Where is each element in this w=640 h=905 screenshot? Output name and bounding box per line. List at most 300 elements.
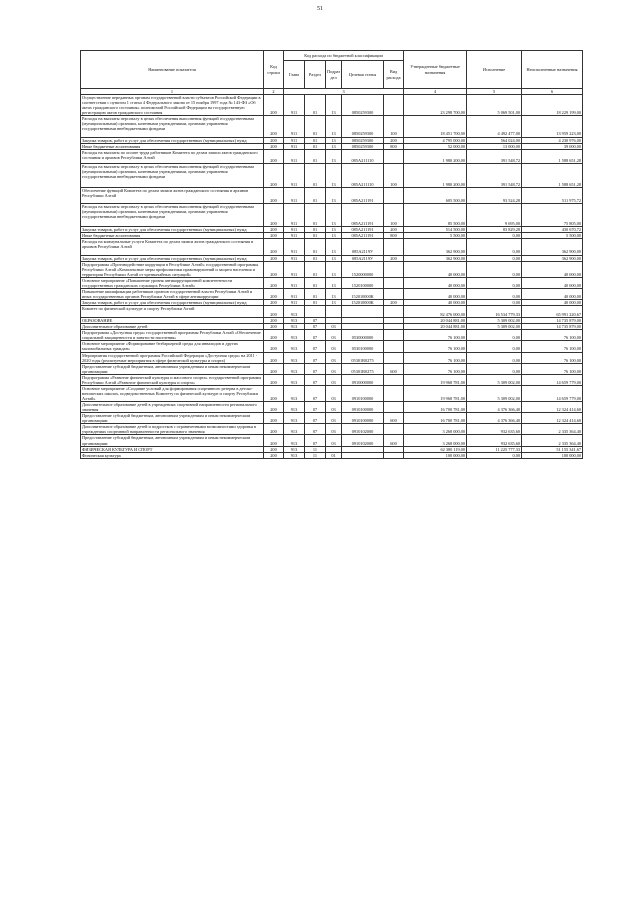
row-code: 200 (264, 306, 284, 318)
row-podrazdel: 13 (326, 143, 342, 149)
row-target: 0910000000 (342, 374, 384, 385)
row-vid (384, 385, 404, 401)
row-name: Дополнительное образование детей и подростков с ограниченными возможностями здоровья в учреждениях спортивной направленности регионального значения (81, 424, 264, 435)
row-code: 200 (264, 255, 284, 261)
row-unexecuted: 75 805,00 (522, 204, 583, 227)
row-target (342, 452, 384, 458)
row-target: 05301R0275 (342, 352, 384, 363)
table-row (81, 306, 583, 318)
row-executed: 93 524,28 (467, 187, 522, 203)
row-code: 200 (264, 187, 284, 203)
row-code: 200 (264, 227, 284, 233)
row-executed: 4 492 477,00 (467, 116, 522, 137)
row-approved: 100 000,00 (404, 452, 467, 458)
row-razdel: 01 (305, 255, 326, 261)
row-podrazdel: 13 (326, 300, 342, 306)
row-razdel (305, 306, 326, 318)
header-approved: Утвержденные бюджетные назначения (404, 51, 467, 89)
row-name: Расходы на выплаты персоналу в целях обеспечения выполнения функций государственными (муниципальными) органами, казенными учреждениями, органами управления государственными внебюджетными фондами (81, 163, 264, 187)
row-vid: 600 (384, 435, 404, 446)
table-row (81, 95, 583, 116)
row-razdel: 01 (305, 95, 326, 116)
header-code: Код строки (264, 51, 284, 89)
row-glava: 911 (284, 277, 305, 288)
row-unexecuted: 14 659 779,00 (522, 374, 583, 385)
row-glava: 911 (284, 288, 305, 299)
row-podrazdel: 13 (326, 288, 342, 299)
row-podrazdel: 13 (326, 163, 342, 187)
table-row (81, 402, 583, 413)
row-name: Основное мероприятие «Формирование безбарьерной среды для инвалидов и других маломобильных граждан» (81, 341, 264, 352)
row-vid (384, 149, 404, 163)
row-vid (384, 341, 404, 352)
row-razdel: 01 (305, 233, 326, 239)
header-unexecuted: Неисполненные назначения (522, 51, 583, 89)
row-razdel: 07 (305, 374, 326, 385)
table-row (81, 330, 583, 341)
row-code: 200 (264, 149, 284, 163)
row-approved: 85 500,00 (404, 204, 467, 227)
row-approved: 514 500,00 (404, 227, 467, 233)
row-razdel: 01 (305, 288, 326, 299)
table-row (81, 227, 583, 233)
row-code: 200 (264, 143, 284, 149)
row-unexecuted: 1 588 651,28 (522, 163, 583, 187)
table-row (81, 424, 583, 435)
column-number: 3 (284, 89, 404, 95)
table-row (81, 116, 583, 137)
header-target: Целевая статья (342, 61, 384, 89)
row-approved: 76 100,00 (404, 363, 467, 374)
row-podrazdel: 13 (326, 149, 342, 163)
budget-execution-table (80, 50, 583, 459)
row-glava: 913 (284, 402, 305, 413)
row-executed: 0,00 (467, 452, 522, 458)
row-razdel: 11 (305, 452, 326, 458)
row-executed: 0,00 (467, 300, 522, 306)
row-unexecuted: 362 900,00 (522, 255, 583, 261)
row-approved: 40 000,00 (404, 288, 467, 299)
row-target: 0850259300 (342, 137, 384, 143)
row-name: Подпрограмма «Противодействие коррупции в Республике Алтай» государственной программы Республики Алтай «Комплексные меры профилактики правонарушений и защита населения и территории Республики Алтай от чрезвычайных ситуаций» (81, 261, 264, 277)
row-name: Закупка товаров, работ и услуг для обеспечения государственных (муниципальных) нужд (81, 255, 264, 261)
row-glava: 911 (284, 233, 305, 239)
row-vid (384, 374, 404, 385)
row-target: 085А2119У (342, 239, 384, 255)
row-unexecuted: 14 735 879,00 (522, 324, 583, 330)
row-glava: 911 (284, 227, 305, 233)
row-razdel: 11 (305, 446, 326, 452)
row-unexecuted: 100 000,00 (522, 452, 583, 458)
row-name: Закупка товаров, работ и услуг для обеспечения государственных (муниципальных) нужд (81, 137, 264, 143)
row-name: Дополнительное образование детей в учреждениях спортивной направленности регионального значения (81, 402, 264, 413)
row-vid: 800 (384, 233, 404, 239)
table-row (81, 163, 583, 187)
row-podrazdel: 03 (326, 330, 342, 341)
row-approved: 1 980 200,00 (404, 149, 467, 163)
column-number: 2 (264, 89, 284, 95)
column-number: 6 (522, 89, 583, 95)
row-vid (384, 424, 404, 435)
row-unexecuted: 18 229 199,00 (522, 95, 583, 116)
row-executed: 0,00 (467, 330, 522, 341)
row-target: 085А211191 (342, 187, 384, 203)
row-unexecuted: 39 000,00 (522, 143, 583, 149)
row-name: Основное мероприятие «Создание условий для формирования спортивного резерва в детско-юношеских школах, подведомственных Комитету по физической культуре и спорту Республики Алтай» (81, 385, 264, 401)
row-executed: 391 548,72 (467, 149, 522, 163)
row-podrazdel: 03 (326, 413, 342, 424)
row-code: 200 (264, 233, 284, 239)
header-glava: Глава (284, 61, 305, 89)
row-target: 085А211110 (342, 149, 384, 163)
row-name: Закупка товаров, работ и услуг для обеспечения государственных (муниципальных) нужд (81, 300, 264, 306)
table-row (81, 452, 583, 458)
row-executed: 0,00 (467, 233, 522, 239)
row-executed: 11 225 777,33 (467, 446, 522, 452)
row-razdel: 07 (305, 413, 326, 424)
row-vid (384, 261, 404, 277)
row-code: 200 (264, 374, 284, 385)
row-glava: 913 (284, 424, 305, 435)
row-code: 200 (264, 402, 284, 413)
row-razdel: 01 (305, 116, 326, 137)
row-target: 085А211191 (342, 227, 384, 233)
row-approved: 3 268 000,00 (404, 424, 467, 435)
row-glava: 911 (284, 239, 305, 255)
row-podrazdel: 03 (326, 424, 342, 435)
row-target: 0910102000 (342, 424, 384, 435)
row-code: 200 (264, 352, 284, 363)
row-razdel: 01 (305, 239, 326, 255)
row-target: 152010000К (342, 300, 384, 306)
row-unexecuted: 362 900,00 (522, 239, 583, 255)
row-target: 0850259300 (342, 143, 384, 149)
row-approved: 1 980 200,00 (404, 163, 467, 187)
row-approved: 605 500,00 (404, 187, 467, 203)
row-name: Иные бюджетные ассигнования (81, 143, 264, 149)
row-approved: 40 000,00 (404, 300, 467, 306)
row-glava: 911 (284, 137, 305, 143)
row-name: Подпрограмма «Доступная среда» государственной программы Республики Алтай «Обеспечение социальной защищенности и занятости населения» (81, 330, 264, 341)
row-vid: 800 (384, 143, 404, 149)
row-approved: 362 900,00 (404, 239, 467, 255)
row-vid: 100 (384, 204, 404, 227)
row-executed: 83 829,28 (467, 227, 522, 233)
row-target: 0530000000 (342, 330, 384, 341)
table-row (81, 352, 583, 363)
row-glava: 913 (284, 341, 305, 352)
row-approved: 23 298 700,00 (404, 95, 467, 116)
row-name: Иные бюджетные ассигнования (81, 233, 264, 239)
row-glava: 911 (284, 300, 305, 306)
row-target: 085А2119У (342, 255, 384, 261)
table-row (81, 413, 583, 424)
row-vid (384, 239, 404, 255)
row-glava: 913 (284, 306, 305, 318)
row-name: Обеспечение функций Комитета по делам записи актов гражданского состояния и архивов Республики Алтай (81, 187, 264, 203)
row-approved: 19 968 781,00 (404, 385, 467, 401)
row-razdel: 07 (305, 363, 326, 374)
row-podrazdel: 13 (326, 255, 342, 261)
row-code: 200 (264, 318, 284, 324)
row-unexecuted: 40 000,00 (522, 288, 583, 299)
row-glava: 913 (284, 374, 305, 385)
row-unexecuted: 40 000,00 (522, 300, 583, 306)
row-executed: 0,00 (467, 277, 522, 288)
row-name: Предоставление субсидий бюджетным, автономным учреждениям и иным некоммерческим организациям (81, 363, 264, 374)
row-razdel: 07 (305, 402, 326, 413)
row-podrazdel: 03 (326, 374, 342, 385)
row-vid: 200 (384, 227, 404, 233)
row-glava: 913 (284, 413, 305, 424)
row-vid (384, 288, 404, 299)
row-executed: 0,00 (467, 261, 522, 277)
row-unexecuted: 14 735 879,00 (522, 318, 583, 324)
row-executed: 4 376 366,40 (467, 402, 522, 413)
table-row (81, 261, 583, 277)
row-approved: 20 044 881,00 (404, 318, 467, 324)
row-razdel: 01 (305, 163, 326, 187)
row-target: 0850259300 (342, 116, 384, 137)
table-row (81, 187, 583, 203)
row-name: Повышение квалификации работников органов государственной власти Республики Алтай и иных государственных органов Республики Алтай в сфере антикоррупции (81, 288, 264, 299)
row-vid: 100 (384, 116, 404, 137)
table-body (81, 95, 583, 459)
row-vid: 200 (384, 137, 404, 143)
row-glava: 913 (284, 452, 305, 458)
row-executed: 5 069 501,00 (467, 95, 522, 116)
row-vid: 200 (384, 300, 404, 306)
row-approved: 76 100,00 (404, 330, 467, 341)
header-vid: Вид расхода (384, 61, 404, 89)
row-podrazdel: 13 (326, 116, 342, 137)
row-razdel: 07 (305, 435, 326, 446)
row-razdel: 01 (305, 149, 326, 163)
row-executed: 5 309 002,00 (467, 385, 522, 401)
row-unexecuted: 76 100,00 (522, 363, 583, 374)
table-row (81, 204, 583, 227)
header-name: Наименование показателя (81, 51, 264, 89)
column-number: 1 (81, 89, 264, 95)
row-name: Предоставление субсидий бюджетным, автономным учреждениям и иным некоммерческим организациям (81, 435, 264, 446)
row-executed: 13 000,00 (467, 143, 522, 149)
row-target: 1520100000 (342, 277, 384, 288)
row-razdel: 01 (305, 277, 326, 288)
row-code: 200 (264, 204, 284, 227)
row-vid: 600 (384, 413, 404, 424)
row-razdel: 01 (305, 227, 326, 233)
row-code: 200 (264, 446, 284, 452)
row-name: Расходы на выплаты по оплате труда работников Комитета по делам записи актов гражданского состояния и архивов Республики Алтай (81, 149, 264, 163)
row-approved: 62 380 119,00 (404, 446, 467, 452)
row-vid (384, 306, 404, 318)
row-unexecuted: 76 100,00 (522, 330, 583, 341)
row-glava: 913 (284, 435, 305, 446)
table-row (81, 149, 583, 163)
row-code: 200 (264, 413, 284, 424)
row-podrazdel: 13 (326, 227, 342, 233)
column-number: 5 (467, 89, 522, 95)
row-name: Расходы на выплаты персоналу в целях обеспечения выполнения функций государственными (муниципальными) органами, казенными учреждениями, органами управления государственными внебюджетными фондами (81, 116, 264, 137)
row-glava: 911 (284, 255, 305, 261)
row-target (342, 306, 384, 318)
row-target: 085А211191 (342, 204, 384, 227)
row-target: 1520000000 (342, 261, 384, 277)
row-vid (384, 352, 404, 363)
row-podrazdel: 03 (326, 352, 342, 363)
row-vid (384, 330, 404, 341)
row-code: 200 (264, 341, 284, 352)
row-razdel: 01 (305, 261, 326, 277)
row-razdel: 01 (305, 300, 326, 306)
row-podrazdel: 03 (326, 435, 342, 446)
row-approved: 3 268 000,00 (404, 435, 467, 446)
row-podrazdel (326, 306, 342, 318)
row-target: 05301R0275 (342, 363, 384, 374)
row-executed: 0,00 (467, 255, 522, 261)
table-row (81, 363, 583, 374)
row-podrazdel: 13 (326, 95, 342, 116)
row-unexecuted: 430 670,72 (522, 227, 583, 233)
row-unexecuted: 4 230 976,00 (522, 137, 583, 143)
row-name: Расходы на выплаты персоналу в целях обеспечения выполнения функций государственными (муниципальными) органами, казенными учреждениями, органами управления государственными внебюджетными фондами (81, 204, 264, 227)
row-glava: 913 (284, 352, 305, 363)
row-code: 200 (264, 324, 284, 330)
row-glava: 911 (284, 261, 305, 277)
row-glava: 913 (284, 318, 305, 324)
row-unexecuted: 65 991 220,67 (522, 306, 583, 318)
row-glava: 911 (284, 163, 305, 187)
row-unexecuted: 76 100,00 (522, 352, 583, 363)
row-target: 0910100000 (342, 413, 384, 424)
row-glava: 913 (284, 324, 305, 330)
row-executed: 5 309 002,00 (467, 374, 522, 385)
row-razdel: 01 (305, 204, 326, 227)
row-code: 200 (264, 137, 284, 143)
row-target: 0910100000 (342, 402, 384, 413)
row-unexecuted: 40 000,00 (522, 261, 583, 277)
row-approved: 5 500,00 (404, 233, 467, 239)
row-podrazdel: 13 (326, 277, 342, 288)
header-podrazdel: Подраз дел (326, 61, 342, 89)
row-code: 200 (264, 95, 284, 116)
row-name: Расходы на коммунальные услуги Комитета по делам записи актов гражданского состояния и архивов Республики Алтай (81, 239, 264, 255)
table-row (81, 137, 583, 143)
row-unexecuted: 5 500,00 (522, 233, 583, 239)
table-row (81, 288, 583, 299)
row-razdel: 07 (305, 341, 326, 352)
row-podrazdel: 03 (326, 324, 342, 330)
row-name: Комитет по физической культуре и спорту Республики Алтай (81, 306, 264, 318)
row-executed: 0,00 (467, 352, 522, 363)
column-number: 4 (404, 89, 467, 95)
row-approved: 76 100,00 (404, 341, 467, 352)
row-approved: 16 700 781,00 (404, 413, 467, 424)
header-razdel: Раздел (305, 61, 326, 89)
row-code: 200 (264, 239, 284, 255)
header-executed: Исполнение (467, 51, 522, 89)
row-razdel: 07 (305, 385, 326, 401)
row-razdel: 01 (305, 137, 326, 143)
row-unexecuted: 40 000,00 (522, 277, 583, 288)
row-glava: 911 (284, 149, 305, 163)
row-executed: 0,00 (467, 341, 522, 352)
row-approved: 20 044 881,00 (404, 324, 467, 330)
row-unexecuted: 76 100,00 (522, 341, 583, 352)
row-razdel: 01 (305, 187, 326, 203)
row-glava: 913 (284, 330, 305, 341)
row-approved: 40 000,00 (404, 261, 467, 277)
row-code: 200 (264, 116, 284, 137)
row-approved: 19 968 781,00 (404, 374, 467, 385)
row-executed: 932 635,60 (467, 435, 522, 446)
row-approved: 18 451 700,00 (404, 116, 467, 137)
row-target: 0910102000 (342, 435, 384, 446)
row-code: 200 (264, 261, 284, 277)
row-glava: 911 (284, 95, 305, 116)
row-executed: 0,00 (467, 363, 522, 374)
row-podrazdel: 13 (326, 187, 342, 203)
row-vid (384, 187, 404, 203)
row-glava: 911 (284, 143, 305, 149)
row-name: Мероприятия государственной программы Российской Федерации «Доступная среда» на 2011 - 2020 годы (реализуемые мероприятия в сфере физической культуры и спорта) (81, 352, 264, 363)
row-podrazdel: 13 (326, 137, 342, 143)
row-unexecuted: 14 659 779,00 (522, 385, 583, 401)
row-executed: 0,00 (467, 239, 522, 255)
row-executed: 391 548,72 (467, 163, 522, 187)
row-razdel: 07 (305, 318, 326, 324)
row-razdel: 07 (305, 330, 326, 341)
row-unexecuted: 12 324 414,60 (522, 402, 583, 413)
row-code: 200 (264, 363, 284, 374)
row-podrazdel: 13 (326, 239, 342, 255)
row-approved: 16 700 781,00 (404, 402, 467, 413)
row-vid: 600 (384, 363, 404, 374)
table-row (81, 385, 583, 401)
row-executed: 16 534 779,33 (467, 306, 522, 318)
row-razdel: 07 (305, 424, 326, 435)
row-razdel: 01 (305, 143, 326, 149)
row-unexecuted: 51 155 341,67 (522, 446, 583, 452)
row-razdel: 07 (305, 324, 326, 330)
row-vid (384, 402, 404, 413)
row-target: 0530100000 (342, 341, 384, 352)
row-podrazdel: 03 (326, 385, 342, 401)
row-target: 0910100000 (342, 385, 384, 401)
row-podrazdel: 03 (326, 363, 342, 374)
row-approved: 362 900,00 (404, 255, 467, 261)
row-podrazdel: 13 (326, 233, 342, 239)
row-executed: 932 635,60 (467, 424, 522, 435)
row-vid: 200 (384, 255, 404, 261)
row-executed: 5 309 002,00 (467, 318, 522, 324)
row-name: Осуществление переданных органам государственной власти субъектов Российской Федерации в соответствии с пунктом 1 статьи 4 Федерального закона от 15 ноября 1997 года № 143-ФЗ «Об актах гражданского состояния» полномочий Российской Федерации на государственную регистрацию актов гражданского состояния (81, 95, 264, 116)
row-executed: 5 309 002,00 (467, 324, 522, 330)
row-podrazdel: 01 (326, 452, 342, 458)
row-razdel: 07 (305, 352, 326, 363)
row-podrazdel: 03 (326, 402, 342, 413)
row-code: 200 (264, 288, 284, 299)
table-row (81, 277, 583, 288)
table-row (81, 239, 583, 255)
row-glava: 913 (284, 446, 305, 452)
row-approved: 40 000,00 (404, 277, 467, 288)
row-name: Подпрограмма «Развитие физической культуры и массового спорта» государственной программы Республики Алтай «Развитие физической культуры и спорта» (81, 374, 264, 385)
row-unexecuted: 511 975,72 (522, 187, 583, 203)
row-target: 085А211191 (342, 233, 384, 239)
row-code: 200 (264, 277, 284, 288)
row-approved: 52 000,00 (404, 143, 467, 149)
